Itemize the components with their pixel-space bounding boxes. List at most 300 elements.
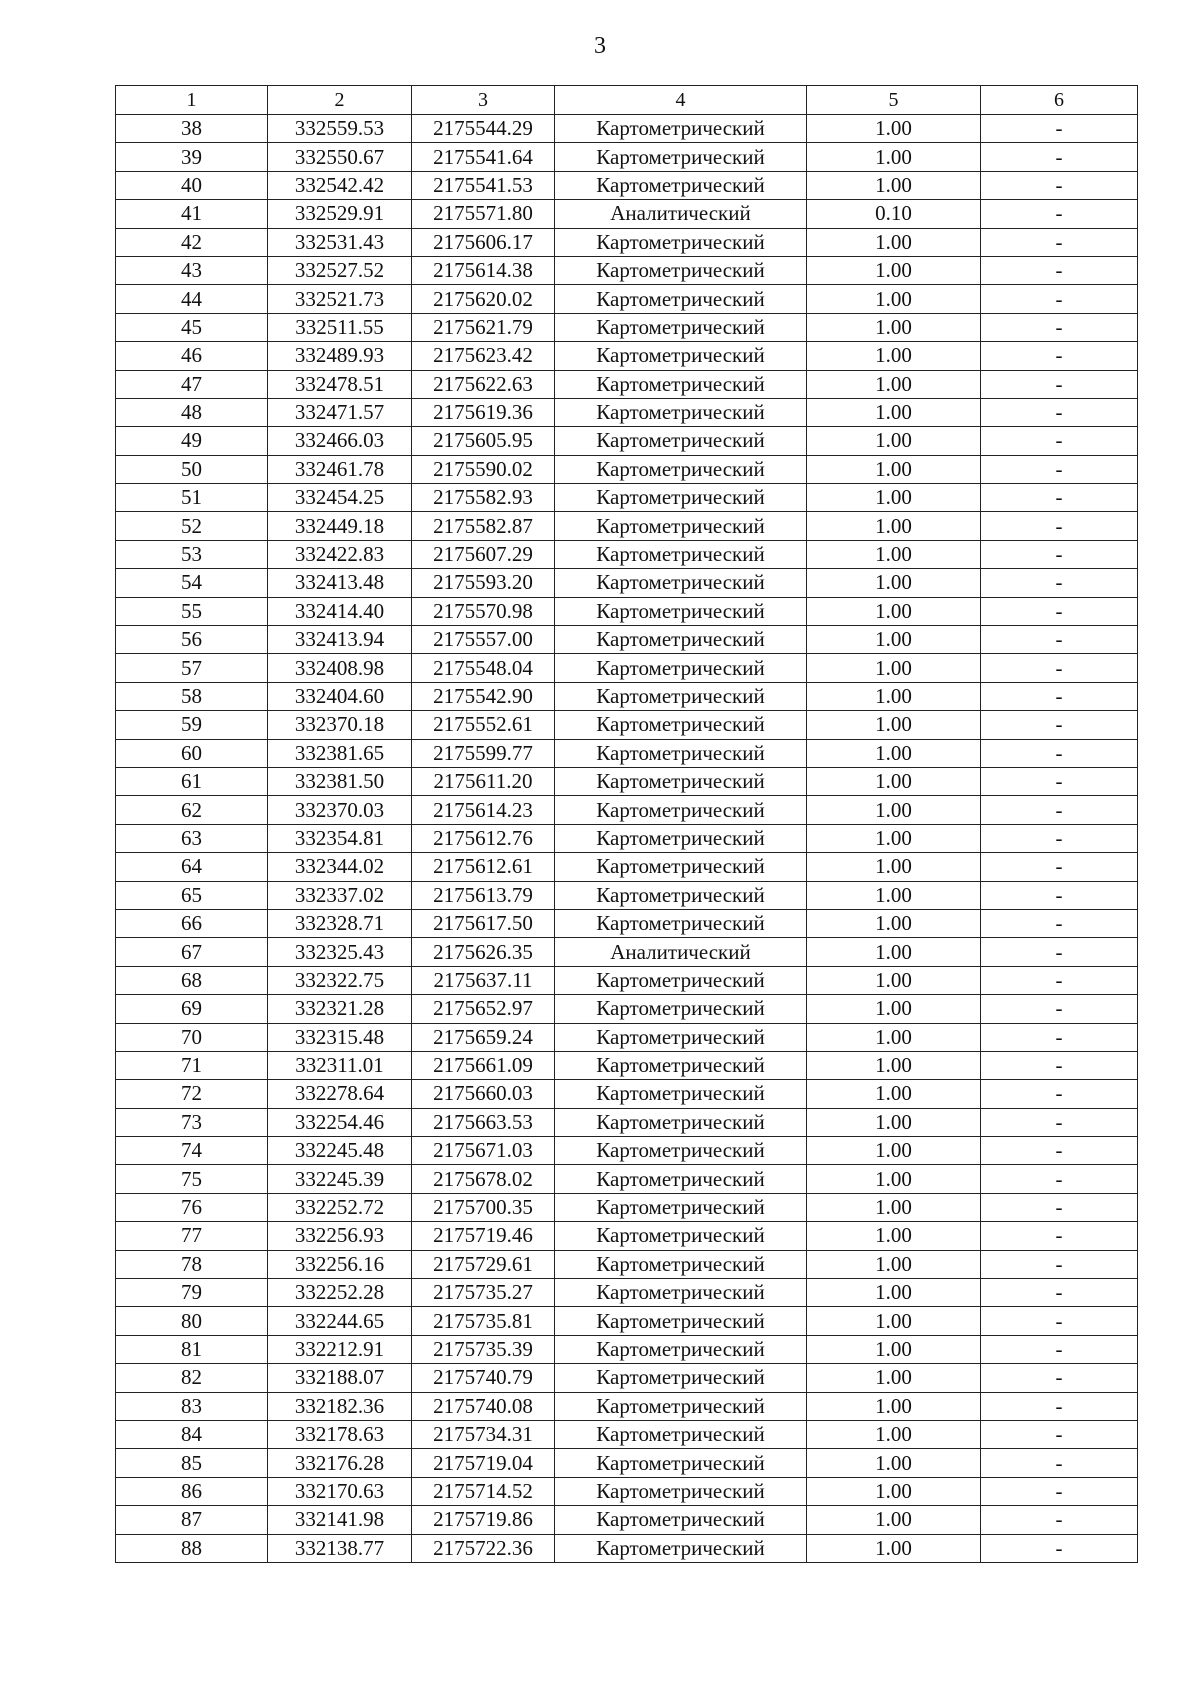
accuracy-cell: 1.00 (807, 654, 981, 682)
point-number-cell: 47 (116, 370, 268, 398)
table-row (116, 853, 1138, 881)
table-row (116, 228, 1138, 256)
method-cell: Картометрический (555, 739, 807, 767)
point-number-cell: 45 (116, 313, 268, 341)
accuracy-cell: 1.00 (807, 1222, 981, 1250)
x-coordinate-cell: 332542.42 (268, 171, 412, 199)
y-coordinate-cell: 2175623.42 (412, 342, 555, 370)
point-number-cell: 48 (116, 398, 268, 426)
accuracy-cell: 1.00 (807, 569, 981, 597)
column-header-4: 4 (555, 86, 807, 115)
y-coordinate-cell: 2175611.20 (412, 767, 555, 795)
x-coordinate-cell: 332461.78 (268, 455, 412, 483)
point-number-cell: 42 (116, 228, 268, 256)
x-coordinate-cell: 332337.02 (268, 881, 412, 909)
y-coordinate-cell: 2175548.04 (412, 654, 555, 682)
column-header-5: 5 (807, 86, 981, 115)
accuracy-cell: 1.00 (807, 711, 981, 739)
point-number-cell: 70 (116, 1023, 268, 1051)
table-row (116, 455, 1138, 483)
x-coordinate-cell: 332138.77 (268, 1534, 412, 1562)
method-cell: Картометрический (555, 569, 807, 597)
table-row (116, 1477, 1138, 1505)
table-row (116, 1108, 1138, 1136)
y-coordinate-cell: 2175735.39 (412, 1335, 555, 1363)
point-number-cell: 56 (116, 626, 268, 654)
accuracy-cell: 1.00 (807, 739, 981, 767)
accuracy-cell: 1.00 (807, 285, 981, 313)
x-coordinate-cell: 332252.28 (268, 1279, 412, 1307)
point-number-cell: 49 (116, 427, 268, 455)
accuracy-cell: 1.00 (807, 143, 981, 171)
note-cell: - (981, 484, 1138, 512)
method-cell: Картометрический (555, 1420, 807, 1448)
x-coordinate-cell: 332381.65 (268, 739, 412, 767)
x-coordinate-cell: 332466.03 (268, 427, 412, 455)
table-row (116, 512, 1138, 540)
y-coordinate-cell: 2175740.79 (412, 1364, 555, 1392)
point-number-cell: 64 (116, 853, 268, 881)
note-cell: - (981, 1420, 1138, 1448)
accuracy-cell: 1.00 (807, 1420, 981, 1448)
x-coordinate-cell: 332311.01 (268, 1051, 412, 1079)
note-cell: - (981, 1335, 1138, 1363)
accuracy-cell: 1.00 (807, 313, 981, 341)
accuracy-cell: 1.00 (807, 115, 981, 143)
accuracy-cell: 1.00 (807, 682, 981, 710)
y-coordinate-cell: 2175552.61 (412, 711, 555, 739)
method-cell: Картометрический (555, 881, 807, 909)
point-number-cell: 86 (116, 1477, 268, 1505)
table-row (116, 1335, 1138, 1363)
point-number-cell: 54 (116, 569, 268, 597)
point-number-cell: 77 (116, 1222, 268, 1250)
note-cell: - (981, 995, 1138, 1023)
x-coordinate-cell: 332182.36 (268, 1392, 412, 1420)
accuracy-cell: 1.00 (807, 1080, 981, 1108)
table-row (116, 597, 1138, 625)
y-coordinate-cell: 2175544.29 (412, 115, 555, 143)
x-coordinate-cell: 332489.93 (268, 342, 412, 370)
y-coordinate-cell: 2175719.04 (412, 1449, 555, 1477)
point-number-cell: 78 (116, 1250, 268, 1278)
x-coordinate-cell: 332422.83 (268, 540, 412, 568)
method-cell: Картометрический (555, 1307, 807, 1335)
accuracy-cell: 1.00 (807, 256, 981, 284)
column-header-6: 6 (981, 86, 1138, 115)
y-coordinate-cell: 2175678.02 (412, 1165, 555, 1193)
point-number-cell: 66 (116, 909, 268, 937)
y-coordinate-cell: 2175590.02 (412, 455, 555, 483)
point-number-cell: 39 (116, 143, 268, 171)
y-coordinate-cell: 2175729.61 (412, 1250, 555, 1278)
point-number-cell: 58 (116, 682, 268, 710)
accuracy-cell: 1.00 (807, 484, 981, 512)
accuracy-cell: 1.00 (807, 370, 981, 398)
point-number-cell: 73 (116, 1108, 268, 1136)
x-coordinate-cell: 332413.94 (268, 626, 412, 654)
point-number-cell: 81 (116, 1335, 268, 1363)
point-number-cell: 69 (116, 995, 268, 1023)
note-cell: - (981, 1449, 1138, 1477)
y-coordinate-cell: 2175740.08 (412, 1392, 555, 1420)
table-row (116, 1307, 1138, 1335)
note-cell: - (981, 256, 1138, 284)
y-coordinate-cell: 2175719.46 (412, 1222, 555, 1250)
x-coordinate-cell: 332315.48 (268, 1023, 412, 1051)
accuracy-cell: 1.00 (807, 966, 981, 994)
method-cell: Картометрический (555, 1023, 807, 1051)
table-body (116, 115, 1138, 1563)
y-coordinate-cell: 2175660.03 (412, 1080, 555, 1108)
accuracy-cell: 1.00 (807, 1250, 981, 1278)
y-coordinate-cell: 2175593.20 (412, 569, 555, 597)
x-coordinate-cell: 332188.07 (268, 1364, 412, 1392)
note-cell: - (981, 171, 1138, 199)
note-cell: - (981, 682, 1138, 710)
note-cell: - (981, 1023, 1138, 1051)
x-coordinate-cell: 332478.51 (268, 370, 412, 398)
accuracy-cell: 1.00 (807, 1165, 981, 1193)
note-cell: - (981, 1165, 1138, 1193)
method-cell: Картометрический (555, 455, 807, 483)
column-header-1: 1 (116, 86, 268, 115)
method-cell: Картометрический (555, 427, 807, 455)
accuracy-cell: 1.00 (807, 1477, 981, 1505)
method-cell: Картометрический (555, 796, 807, 824)
x-coordinate-cell: 332370.03 (268, 796, 412, 824)
y-coordinate-cell: 2175582.93 (412, 484, 555, 512)
table-row (116, 909, 1138, 937)
y-coordinate-cell: 2175599.77 (412, 739, 555, 767)
x-coordinate-cell: 332325.43 (268, 938, 412, 966)
table-row (116, 285, 1138, 313)
method-cell: Аналитический (555, 200, 807, 228)
method-cell: Картометрический (555, 597, 807, 625)
table-row (116, 711, 1138, 739)
x-coordinate-cell: 332413.48 (268, 569, 412, 597)
y-coordinate-cell: 2175626.35 (412, 938, 555, 966)
accuracy-cell: 1.00 (807, 938, 981, 966)
note-cell: - (981, 1193, 1138, 1221)
table-row (116, 313, 1138, 341)
y-coordinate-cell: 2175605.95 (412, 427, 555, 455)
point-number-cell: 88 (116, 1534, 268, 1562)
x-coordinate-cell: 332176.28 (268, 1449, 412, 1477)
note-cell: - (981, 739, 1138, 767)
table-row (116, 1534, 1138, 1562)
y-coordinate-cell: 2175663.53 (412, 1108, 555, 1136)
x-coordinate-cell: 332354.81 (268, 824, 412, 852)
note-cell: - (981, 909, 1138, 937)
accuracy-cell: 1.00 (807, 1193, 981, 1221)
x-coordinate-cell: 332170.63 (268, 1477, 412, 1505)
method-cell: Картометрический (555, 484, 807, 512)
y-coordinate-cell: 2175617.50 (412, 909, 555, 937)
x-coordinate-cell: 332328.71 (268, 909, 412, 937)
x-coordinate-cell: 332449.18 (268, 512, 412, 540)
note-cell: - (981, 938, 1138, 966)
method-cell: Картометрический (555, 1449, 807, 1477)
note-cell: - (981, 370, 1138, 398)
accuracy-cell: 1.00 (807, 1137, 981, 1165)
point-number-cell: 72 (116, 1080, 268, 1108)
accuracy-cell: 1.00 (807, 171, 981, 199)
y-coordinate-cell: 2175557.00 (412, 626, 555, 654)
page-number: 3 (594, 33, 606, 59)
accuracy-cell: 1.00 (807, 796, 981, 824)
y-coordinate-cell: 2175735.27 (412, 1279, 555, 1307)
accuracy-cell: 1.00 (807, 1364, 981, 1392)
table-row (116, 171, 1138, 199)
y-coordinate-cell: 2175637.11 (412, 966, 555, 994)
y-coordinate-cell: 2175612.61 (412, 853, 555, 881)
y-coordinate-cell: 2175541.53 (412, 171, 555, 199)
x-coordinate-cell: 332244.65 (268, 1307, 412, 1335)
y-coordinate-cell: 2175722.36 (412, 1534, 555, 1562)
note-cell: - (981, 626, 1138, 654)
y-coordinate-cell: 2175570.98 (412, 597, 555, 625)
point-number-cell: 75 (116, 1165, 268, 1193)
method-cell: Картометрический (555, 313, 807, 341)
x-coordinate-cell: 332559.53 (268, 115, 412, 143)
note-cell: - (981, 654, 1138, 682)
x-coordinate-cell: 332322.75 (268, 966, 412, 994)
method-cell: Картометрический (555, 1051, 807, 1079)
x-coordinate-cell: 332370.18 (268, 711, 412, 739)
accuracy-cell: 1.00 (807, 228, 981, 256)
method-cell: Картометрический (555, 1222, 807, 1250)
point-number-cell: 44 (116, 285, 268, 313)
accuracy-cell: 1.00 (807, 455, 981, 483)
point-number-cell: 59 (116, 711, 268, 739)
point-number-cell: 68 (116, 966, 268, 994)
x-coordinate-cell: 332471.57 (268, 398, 412, 426)
table-row (116, 966, 1138, 994)
method-cell: Картометрический (555, 1165, 807, 1193)
note-cell: - (981, 228, 1138, 256)
accuracy-cell: 1.00 (807, 540, 981, 568)
x-coordinate-cell: 332408.98 (268, 654, 412, 682)
y-coordinate-cell: 2175582.87 (412, 512, 555, 540)
table-row (116, 1080, 1138, 1108)
x-coordinate-cell: 332344.02 (268, 853, 412, 881)
note-cell: - (981, 767, 1138, 795)
note-cell: - (981, 285, 1138, 313)
note-cell: - (981, 512, 1138, 540)
x-coordinate-cell: 332550.67 (268, 143, 412, 171)
table-row (116, 796, 1138, 824)
accuracy-cell: 1.00 (807, 1506, 981, 1534)
accuracy-cell: 1.00 (807, 626, 981, 654)
accuracy-cell: 1.00 (807, 1392, 981, 1420)
note-cell: - (981, 342, 1138, 370)
y-coordinate-cell: 2175661.09 (412, 1051, 555, 1079)
note-cell: - (981, 540, 1138, 568)
accuracy-cell: 1.00 (807, 1023, 981, 1051)
point-number-cell: 41 (116, 200, 268, 228)
y-coordinate-cell: 2175671.03 (412, 1137, 555, 1165)
x-coordinate-cell: 332381.50 (268, 767, 412, 795)
x-coordinate-cell: 332511.55 (268, 313, 412, 341)
method-cell: Аналитический (555, 938, 807, 966)
note-cell: - (981, 966, 1138, 994)
y-coordinate-cell: 2175541.64 (412, 143, 555, 171)
note-cell: - (981, 313, 1138, 341)
y-coordinate-cell: 2175571.80 (412, 200, 555, 228)
column-header-3: 3 (412, 86, 555, 115)
method-cell: Картометрический (555, 1279, 807, 1307)
y-coordinate-cell: 2175652.97 (412, 995, 555, 1023)
note-cell: - (981, 1250, 1138, 1278)
table-row (116, 143, 1138, 171)
table-row (116, 654, 1138, 682)
accuracy-cell: 1.00 (807, 342, 981, 370)
accuracy-cell: 1.00 (807, 995, 981, 1023)
point-number-cell: 71 (116, 1051, 268, 1079)
table-row (116, 1023, 1138, 1051)
x-coordinate-cell: 332178.63 (268, 1420, 412, 1448)
method-cell: Картометрический (555, 228, 807, 256)
method-cell: Картометрический (555, 853, 807, 881)
x-coordinate-cell: 332256.93 (268, 1222, 412, 1250)
point-number-cell: 74 (116, 1137, 268, 1165)
table-row (116, 1420, 1138, 1448)
method-cell: Картометрический (555, 909, 807, 937)
coordinates-table (115, 85, 1138, 1563)
y-coordinate-cell: 2175659.24 (412, 1023, 555, 1051)
note-cell: - (981, 143, 1138, 171)
method-cell: Картометрический (555, 342, 807, 370)
x-coordinate-cell: 332245.48 (268, 1137, 412, 1165)
method-cell: Картометрический (555, 512, 807, 540)
x-coordinate-cell: 332527.52 (268, 256, 412, 284)
point-number-cell: 38 (116, 115, 268, 143)
table-row (116, 1279, 1138, 1307)
accuracy-cell: 1.00 (807, 1307, 981, 1335)
table-row (116, 1222, 1138, 1250)
method-cell: Картометрический (555, 626, 807, 654)
note-cell: - (981, 1108, 1138, 1136)
table-row (116, 995, 1138, 1023)
method-cell: Картометрический (555, 1477, 807, 1505)
x-coordinate-cell: 332414.40 (268, 597, 412, 625)
note-cell: - (981, 398, 1138, 426)
point-number-cell: 80 (116, 1307, 268, 1335)
x-coordinate-cell: 332404.60 (268, 682, 412, 710)
table-row (116, 1193, 1138, 1221)
method-cell: Картометрический (555, 256, 807, 284)
method-cell: Картометрический (555, 966, 807, 994)
method-cell: Картометрический (555, 1137, 807, 1165)
accuracy-cell: 1.00 (807, 881, 981, 909)
y-coordinate-cell: 2175612.76 (412, 824, 555, 852)
note-cell: - (981, 1051, 1138, 1079)
accuracy-cell: 1.00 (807, 1449, 981, 1477)
point-number-cell: 87 (116, 1506, 268, 1534)
method-cell: Картометрический (555, 143, 807, 171)
table-row (116, 427, 1138, 455)
note-cell: - (981, 1137, 1138, 1165)
point-number-cell: 67 (116, 938, 268, 966)
table-row (116, 1506, 1138, 1534)
table-row (116, 824, 1138, 852)
y-coordinate-cell: 2175735.81 (412, 1307, 555, 1335)
note-cell: - (981, 796, 1138, 824)
table-row (116, 767, 1138, 795)
y-coordinate-cell: 2175613.79 (412, 881, 555, 909)
point-number-cell: 55 (116, 597, 268, 625)
method-cell: Картометрический (555, 171, 807, 199)
method-cell: Картометрический (555, 654, 807, 682)
point-number-cell: 53 (116, 540, 268, 568)
y-coordinate-cell: 2175700.35 (412, 1193, 555, 1221)
point-number-cell: 51 (116, 484, 268, 512)
method-cell: Картометрический (555, 767, 807, 795)
x-coordinate-cell: 332321.28 (268, 995, 412, 1023)
x-coordinate-cell: 332212.91 (268, 1335, 412, 1363)
y-coordinate-cell: 2175719.86 (412, 1506, 555, 1534)
y-coordinate-cell: 2175614.23 (412, 796, 555, 824)
table-row (116, 370, 1138, 398)
point-number-cell: 84 (116, 1420, 268, 1448)
note-cell: - (981, 115, 1138, 143)
x-coordinate-cell: 332252.72 (268, 1193, 412, 1221)
accuracy-cell: 1.00 (807, 398, 981, 426)
x-coordinate-cell: 332454.25 (268, 484, 412, 512)
y-coordinate-cell: 2175607.29 (412, 540, 555, 568)
x-coordinate-cell: 332521.73 (268, 285, 412, 313)
method-cell: Картометрический (555, 1193, 807, 1221)
table-row (116, 1165, 1138, 1193)
note-cell: - (981, 1307, 1138, 1335)
x-coordinate-cell: 332278.64 (268, 1080, 412, 1108)
method-cell: Картометрический (555, 370, 807, 398)
note-cell: - (981, 569, 1138, 597)
note-cell: - (981, 1506, 1138, 1534)
y-coordinate-cell: 2175606.17 (412, 228, 555, 256)
y-coordinate-cell: 2175734.31 (412, 1420, 555, 1448)
method-cell: Картометрический (555, 1534, 807, 1562)
table-row (116, 115, 1138, 143)
x-coordinate-cell: 332256.16 (268, 1250, 412, 1278)
accuracy-cell: 1.00 (807, 1279, 981, 1307)
note-cell: - (981, 455, 1138, 483)
point-number-cell: 61 (116, 767, 268, 795)
note-cell: - (981, 1364, 1138, 1392)
table-row (116, 739, 1138, 767)
table-row (116, 1364, 1138, 1392)
table-row (116, 540, 1138, 568)
accuracy-cell: 1.00 (807, 597, 981, 625)
method-cell: Картометрический (555, 1335, 807, 1363)
accuracy-cell: 1.00 (807, 909, 981, 937)
table-row (116, 569, 1138, 597)
method-cell: Картометрический (555, 711, 807, 739)
table-row (116, 342, 1138, 370)
method-cell: Картометрический (555, 1392, 807, 1420)
point-number-cell: 57 (116, 654, 268, 682)
accuracy-cell: 1.00 (807, 1534, 981, 1562)
note-cell: - (981, 1392, 1138, 1420)
table-row (116, 1051, 1138, 1079)
method-cell: Картометрический (555, 995, 807, 1023)
note-cell: - (981, 200, 1138, 228)
point-number-cell: 62 (116, 796, 268, 824)
accuracy-cell: 0.10 (807, 200, 981, 228)
point-number-cell: 65 (116, 881, 268, 909)
point-number-cell: 43 (116, 256, 268, 284)
